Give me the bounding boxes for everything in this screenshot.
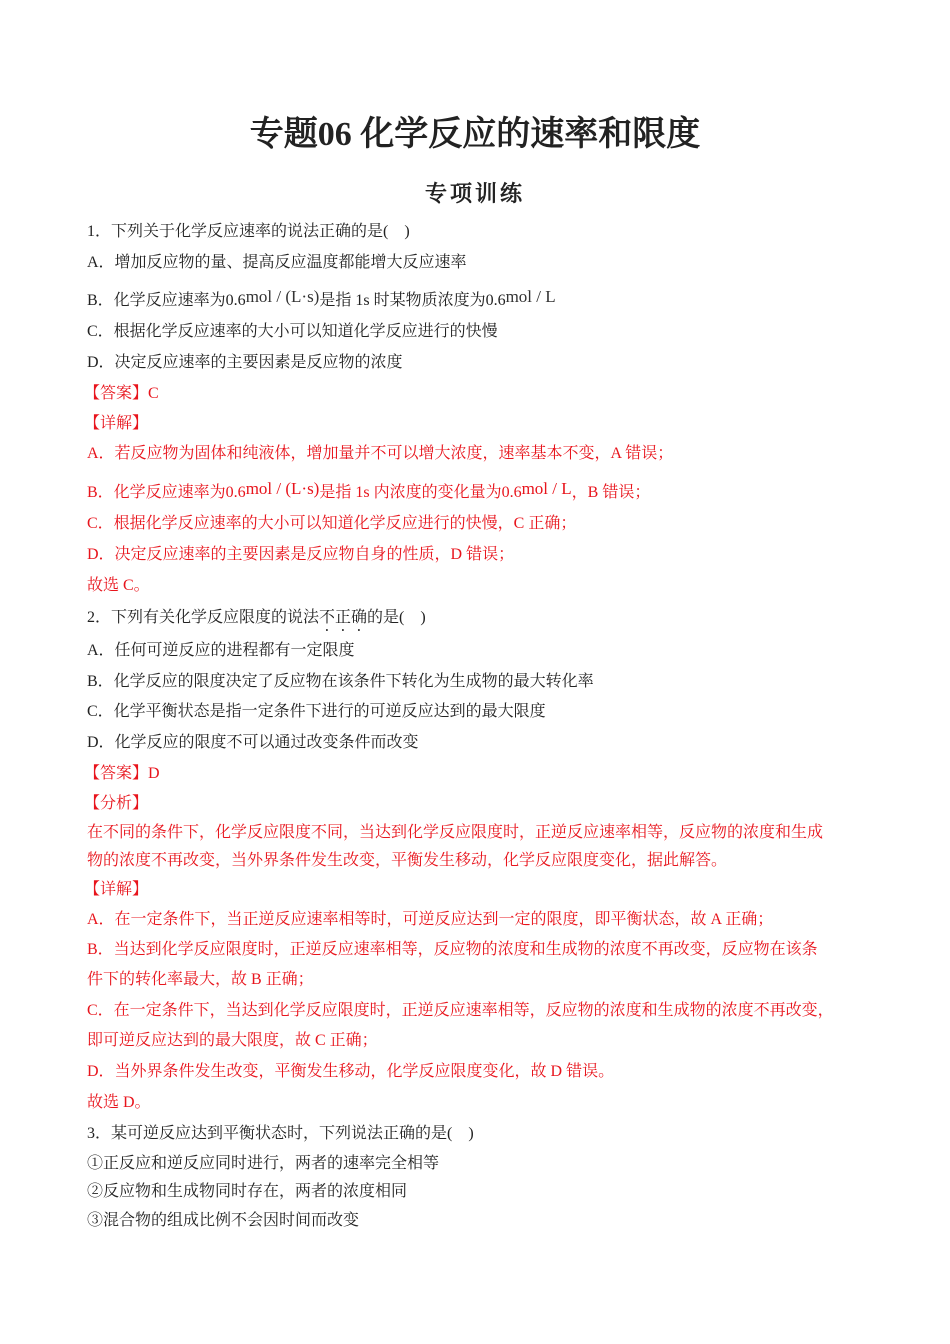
unit: mol / L <box>505 287 556 306</box>
q1-detail-c: C．根据化学反应速率的大小可以知道化学反应进行的快慢，C 正确； <box>87 515 577 532</box>
q2-analysis-line: 在不同的条件下，化学反应限度不同，当达到化学反应限度时，正逆反应速率相等，反应物的浓度和生成 <box>87 824 824 841</box>
q1-option-a: A．增加反应物的量、提高反应温度都能增大反应速率 <box>87 254 467 271</box>
q1-conclusion: 故选 C。 <box>87 577 150 594</box>
text: 2．下列有关化学反应限度的说法 <box>87 609 320 626</box>
q2-option-c: C．化学平衡状态是指一定条件下进行的可逆反应达到的最大限度 <box>87 703 546 720</box>
q3-statement-3: ③混合物的组成比例不会因时间而改变 <box>87 1212 360 1229</box>
q2-detail-label: 【详解】 <box>84 881 149 898</box>
q3-stem: 3．某可逆反应达到平衡状态时，下列说法正确的是( ) <box>87 1125 474 1142</box>
q3-statement-1: ①正反应和逆反应同时进行，两者的速率完全相等 <box>87 1155 440 1172</box>
q2-option-d: D．化学反应的限度不可以通过改变条件而改变 <box>87 734 419 751</box>
q2-answer: 【答案】D <box>84 765 160 782</box>
q2-detail-c-cont: 即可逆反应达到的最大限度，故 C 正确； <box>87 1032 378 1049</box>
text: B．化学反应速率为0.6 <box>87 292 246 309</box>
unit: mol / L <box>521 479 572 498</box>
text: 是指 1s 时某物质浓度为0.6 <box>319 292 506 309</box>
q2-detail-b-cont: 件下的转化率最大，故 B 正确； <box>87 971 314 988</box>
q2-detail-a: A．在一定条件下，当正逆反应速率相等时，可逆反应达到一定的限度，即平衡状态，故 A 正确； <box>87 911 774 928</box>
q1-detail-d: D．决定反应速率的主要因素是反应物自身的性质，D 错误； <box>87 546 515 563</box>
q2-analysis-label: 【分析】 <box>84 795 149 812</box>
q2-option-b: B．化学反应的限度决定了反应物在该条件下转化为生成物的最大转化率 <box>87 673 594 690</box>
q1-stem: 1．下列关于化学反应速率的说法正确的是( ) <box>87 223 410 240</box>
q1-option-b <box>87 287 556 311</box>
unit: mol / (L·s) <box>245 287 320 306</box>
q2-analysis-line: 物的浓度不再改变，当外界条件发生改变，平衡发生移动，化学反应限度变化，据此解答。 <box>87 852 728 869</box>
q1-answer: 【答案】C <box>84 385 159 402</box>
text: 的是( ) <box>367 609 426 626</box>
q2-option-a: A．任何可逆反应的进程都有一定限度 <box>87 642 355 659</box>
q1-option-d: D．决定反应速率的主要因素是反应物的浓度 <box>87 354 403 371</box>
q2-detail-c: C．在一定条件下，当达到化学反应限度时，正逆反应速率相等，反应物的浓度和生成物的浓度不再改变， <box>87 1002 834 1019</box>
q1-detail-a: A．若反应物为固体和纯液体，增加量并不可以增大浓度，速率基本不变，A 错误； <box>87 445 674 462</box>
unit: mol / (L·s) <box>245 479 320 498</box>
page-subtitle: 专项训练 <box>424 181 525 206</box>
q1-detail-b <box>87 479 650 503</box>
q2-conclusion: 故选 D。 <box>87 1094 151 1111</box>
q1-detail-label: 【详解】 <box>84 415 149 432</box>
q2-detail-d: D．当外界条件发生改变，平衡发生移动，化学反应限度变化，故 D 错误。 <box>87 1063 615 1080</box>
emphasized-text: 不正确 <box>319 609 368 626</box>
q3-statement-2: ②反应物和生成物同时存在，两者的浓度相同 <box>87 1183 408 1200</box>
text: ，B 错误； <box>571 484 651 501</box>
q1-option-c: C．根据化学反应速率的大小可以知道化学反应进行的快慢 <box>87 323 498 340</box>
page-title: 专题06 化学反应的速率和限度 <box>249 116 701 153</box>
text: B．化学反应速率为0.6 <box>87 484 246 501</box>
text: 是指 1s 内浓度的变化量为0.6 <box>319 484 522 501</box>
q2-detail-b: B．当达到化学反应限度时，正逆反应速率相等，反应物的浓度和生成物的浓度不再改变，反应物在该条 <box>87 941 818 958</box>
q2-stem <box>87 608 426 635</box>
